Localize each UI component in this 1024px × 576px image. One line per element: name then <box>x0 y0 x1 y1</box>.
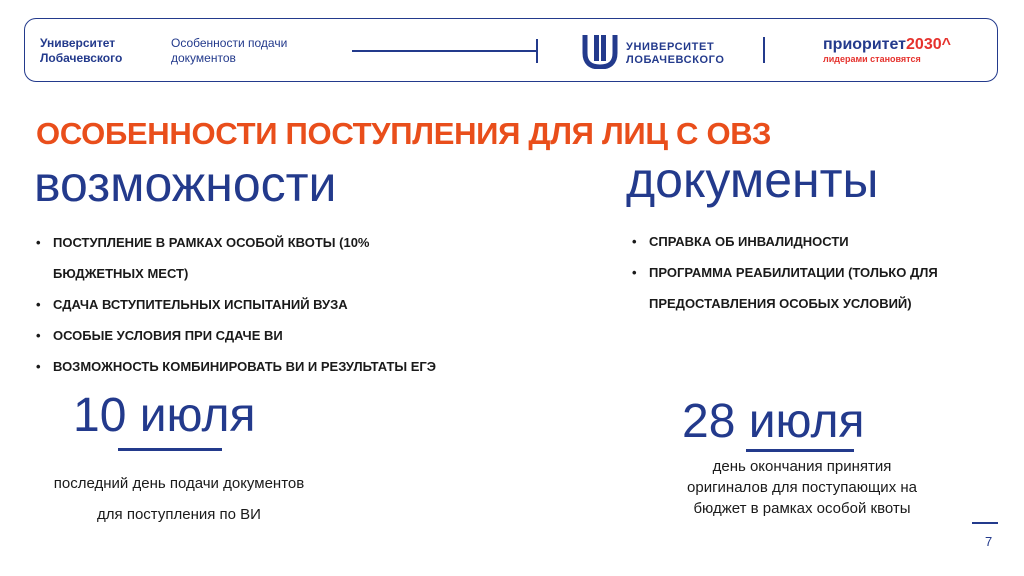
list-item: • СПРАВКА ОБ ИНВАЛИДНОСТИ <box>632 226 1004 257</box>
header-bar <box>24 18 998 82</box>
deadline-date-right: 28 июля <box>682 395 865 448</box>
priority-2030-logo <box>823 36 951 65</box>
date-underline-right <box>746 449 854 452</box>
section-name-line-2: документов <box>171 51 236 65</box>
note-line: для поступления по ВИ <box>97 506 261 523</box>
list-item: • ПРОГРАММА РЕАБИЛИТАЦИИ (ТОЛЬКО ДЛЯ ПРЕДОСТАВЛЕНИЯ ОСОБЫХ УСЛОВИЙ) <box>632 257 1004 319</box>
list-item: • ОСОБЫЕ УСЛОВИЯ ПРИ СДАЧЕ ВИ <box>36 320 456 351</box>
date-underline-left <box>118 448 222 451</box>
note-line: день окончания принятия <box>712 458 892 475</box>
logo-text-line-1: УНИВЕРСИТЕТ <box>626 41 715 53</box>
opportunities-list <box>36 227 456 382</box>
list-item: • ВОЗМОЖНОСТЬ КОМБИНИРОВАТЬ ВИ И РЕЗУЛЬТАТЫ ЕГЭ <box>36 351 456 382</box>
university-name <box>40 36 122 66</box>
priority-slogan: лидерами становятся <box>823 54 921 64</box>
section-name-line-1: Особенности подачи <box>171 36 288 50</box>
university-name-line-2: Лобачевского <box>40 51 123 65</box>
university-logo-icon <box>582 31 618 69</box>
section-name <box>171 36 287 66</box>
note-line: бюджет в рамках особой квоты <box>693 500 911 517</box>
deadline-date-left: 10 июля <box>73 389 256 442</box>
university-name-line-1: Университет <box>40 36 116 50</box>
page-title: ОСОБЕННОСТИ ПОСТУПЛЕНИЯ ДЛЯ ЛИЦ С ОВЗ <box>36 116 772 151</box>
note-line: последний день подачи документов <box>53 475 305 492</box>
deadline-note-left <box>24 468 334 530</box>
header-vertical-divider <box>763 37 765 63</box>
priority-year: 2030^ <box>906 36 951 53</box>
opportunities-heading: возможности <box>34 156 337 212</box>
documents-list <box>632 226 1004 319</box>
deadline-note-right <box>652 456 952 519</box>
page-number-line <box>972 522 998 524</box>
priority-logo-main <box>823 36 951 54</box>
documents-heading: документы <box>626 152 879 208</box>
logo-text-line-2: ЛОБАЧЕВСКОГО <box>626 54 725 66</box>
priority-word: приоритет <box>823 36 907 53</box>
logo-text <box>626 41 725 67</box>
header-divider-tick <box>536 39 538 63</box>
list-item: • ПОСТУПЛЕНИЕ В РАМКАХ ОСОБОЙ КВОТЫ (10% БЮДЖЕТНЫХ МЕСТ) <box>36 227 456 289</box>
page-number: 7 <box>985 534 993 549</box>
list-item: • СДАЧА ВСТУПИТЕЛЬНЫХ ИСПЫТАНИЙ ВУЗА <box>36 289 456 320</box>
note-line: оригиналов для поступающих на <box>687 479 917 496</box>
header-divider-line <box>352 50 538 52</box>
